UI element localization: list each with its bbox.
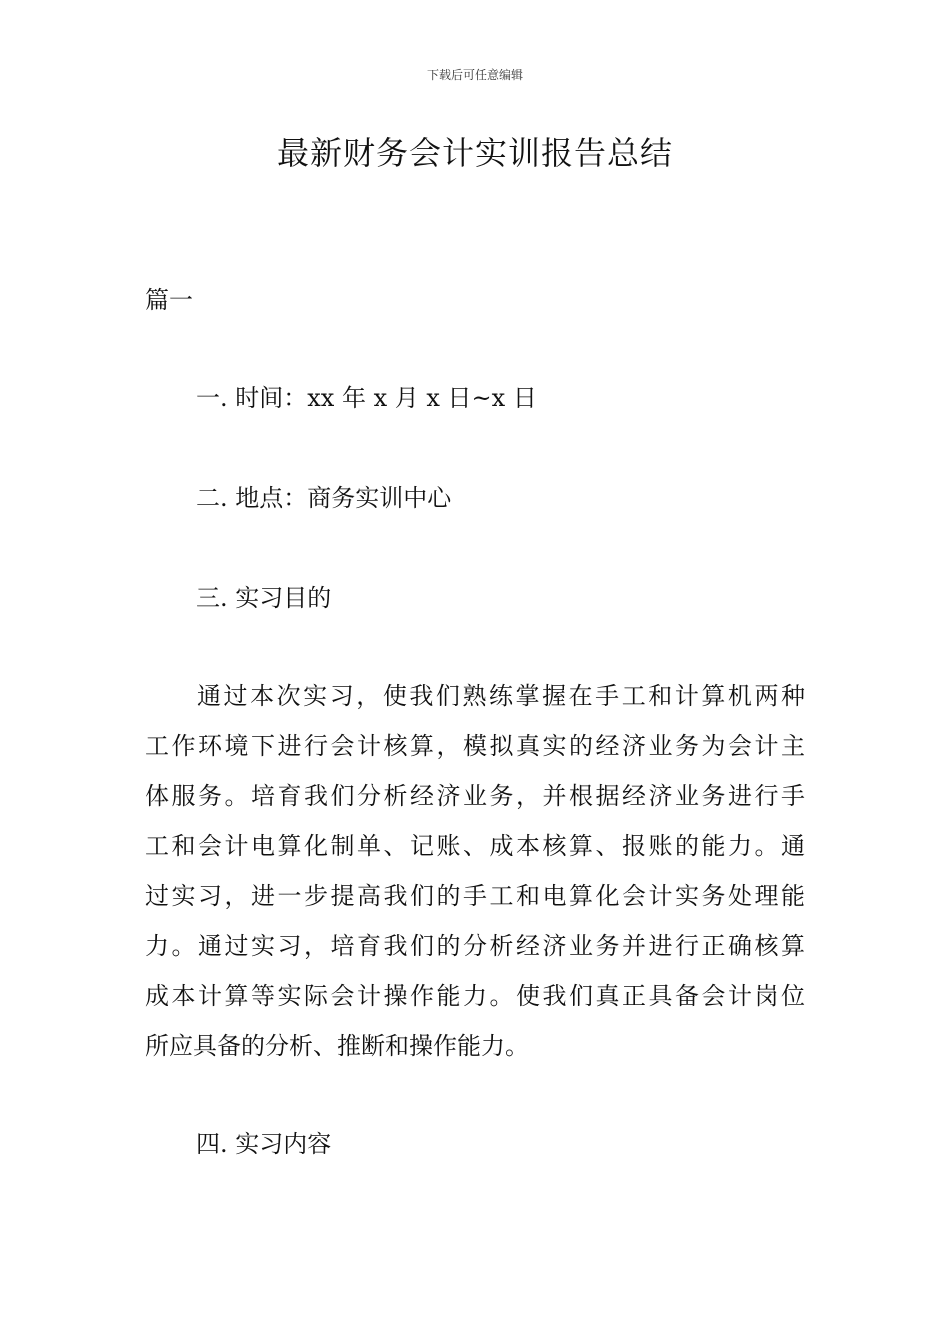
item-content-heading: 四. 实习内容 [196, 1130, 332, 1158]
paragraph-line: 过实习，进一步提高我们的手工和电算化会计实务处理能 [145, 882, 805, 910]
paragraph-line: 所应具备的分析、推断和操作能力。 [145, 1032, 529, 1060]
paragraph-line: 成本计算等实际会计操作能力。使我们真正具备会计岗位 [145, 982, 805, 1010]
document-title: 最新财务会计实训报告总结 [276, 134, 673, 172]
section-label: 篇一 [145, 286, 193, 314]
purpose-paragraph [145, 680, 805, 1080]
header-note: 下载后可任意编辑 [426, 68, 523, 82]
paragraph-line: 工作环境下进行会计核算，模拟真实的经济业务为会计主 [145, 732, 805, 760]
item-location: 二. 地点：商务实训中心 [196, 484, 452, 512]
paragraph-line: 通过本次实习，使我们熟练掌握在手工和计算机两种 [197, 682, 805, 710]
paragraph-line: 工和会计电算化制单、记账、成本核算、报账的能力。通 [145, 832, 805, 860]
item-purpose-heading: 三. 实习目的 [196, 584, 332, 612]
item-time: 一. 时间：xx 年 x 月 x 日~x 日 [196, 384, 537, 412]
paragraph-line: 体服务。培育我们分析经济业务，并根据经济业务进行手 [145, 782, 805, 810]
paragraph-line: 力。通过实习，培育我们的分析经济业务并进行正确核算 [145, 932, 805, 960]
